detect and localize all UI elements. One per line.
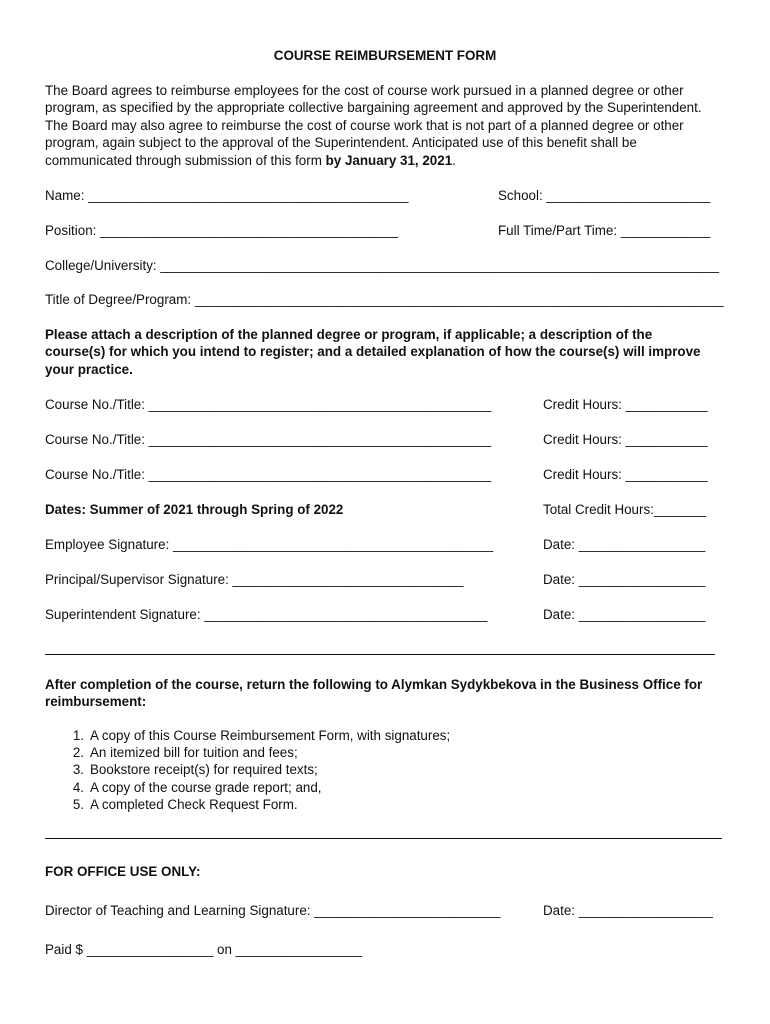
list-item [45, 761, 450, 778]
attach-instructions [45, 326, 735, 378]
deadline-text: by January 31, 2021 [325, 152, 453, 168]
director-date-field[interactable]: Date: __________________ [543, 903, 713, 918]
name-field[interactable]: Name: ___________________________________________ [45, 188, 409, 203]
intro-line: program, again subject to the approval of the Superintendent. Anticipated use of this benefit shall be [45, 135, 637, 151]
employee-date-field[interactable]: Date: _________________ [543, 537, 706, 552]
credit-hours-field-1[interactable]: Credit Hours: ___________ [543, 397, 708, 412]
office-use-heading: FOR OFFICE USE ONLY: [45, 864, 201, 879]
list-item [45, 796, 450, 813]
attach-line: your practice. [45, 361, 133, 377]
course-dates: Dates: Summer of 2021 through Spring of 2022 [45, 502, 344, 517]
list-item [45, 779, 450, 796]
list-item-number: 5. [72, 796, 84, 812]
total-credit-hours-field[interactable]: Total Credit Hours:_______ [543, 502, 707, 517]
list-item-text: A copy of the course grade report; and, [90, 779, 322, 795]
college-field[interactable]: College/University: ___________________________________________________________________________ [45, 258, 719, 273]
list-item-text: Bookstore receipt(s) for required texts; [90, 762, 318, 778]
intro-line: program, as specified by the appropriate collective bargaining agreement and approved by the Superintendent. [45, 100, 702, 116]
completion-line: reimbursement: [45, 694, 147, 710]
list-item [45, 744, 450, 761]
return-items-list [45, 727, 450, 813]
form-title: COURSE REIMBURSEMENT FORM [273, 48, 497, 63]
intro-line: The Board may also agree to reimburse the cost of course work that is not part of a planned degree or other [45, 117, 684, 133]
course-field-2[interactable]: Course No./Title: ______________________________________________ [45, 432, 492, 447]
completion-instructions [45, 676, 735, 711]
list-item [45, 727, 450, 744]
intro-line: The Board agrees to reimburse employees for the cost of course work pursued in a planned degree or other [45, 83, 684, 98]
attach-line: course(s) for which you intend to register; and a detailed explanation of how the course(s) will improve [45, 344, 701, 360]
section-divider [45, 654, 715, 655]
principal-signature-field[interactable]: Principal/Supervisor Signature: _______________________________ [45, 572, 464, 587]
course-field-3[interactable]: Course No./Title: ______________________________________________ [45, 467, 492, 482]
list-item-number: 2. [72, 745, 84, 761]
intro-last-suffix: . [452, 152, 456, 168]
attach-line: Please attach a description of the planned degree or program, if applicable; a description of the [45, 327, 653, 342]
credit-hours-field-2[interactable]: Credit Hours: ___________ [543, 432, 708, 447]
full-part-time-field[interactable]: Full Time/Part Time: ____________ [498, 223, 711, 238]
section-divider [45, 838, 722, 839]
superintendent-date-field[interactable]: Date: _________________ [543, 607, 706, 622]
director-signature-field[interactable]: Director of Teaching and Learning Signature: _________________________ [45, 903, 501, 918]
superintendent-signature-field[interactable]: Superintendent Signature: ______________________________________ [45, 607, 488, 622]
list-item-number: 4. [72, 779, 84, 795]
list-item-text: An itemized bill for tuition and fees; [90, 745, 298, 761]
position-field[interactable]: Position: ________________________________________ [45, 223, 398, 238]
principal-date-field[interactable]: Date: _________________ [543, 572, 706, 587]
list-item-text: A copy of this Course Reimbursement Form, with signatures; [90, 728, 451, 743]
paid-field[interactable]: Paid $ _________________ on _________________ [45, 942, 363, 957]
completion-line: After completion of the course, return the following to Alymkan Sydykbekova in the Business Office for [45, 677, 703, 692]
employee-signature-field[interactable]: Employee Signature: ___________________________________________ [45, 537, 494, 552]
course-field-1[interactable]: Course No./Title: ______________________________________________ [45, 397, 492, 412]
list-item-number: 3. [72, 762, 84, 778]
intro-line-last [45, 152, 735, 169]
degree-program-field[interactable]: Title of Degree/Program: _______________________________________________________________________ [45, 292, 724, 307]
intro-last-prefix: communicated through submission of this form [45, 152, 326, 168]
list-item-text: A completed Check Request Form. [90, 796, 298, 812]
school-field[interactable]: School: ______________________ [498, 188, 711, 203]
credit-hours-field-3[interactable]: Credit Hours: ___________ [543, 467, 708, 482]
intro-paragraph [45, 82, 735, 169]
list-item-number: 1. [72, 728, 84, 743]
